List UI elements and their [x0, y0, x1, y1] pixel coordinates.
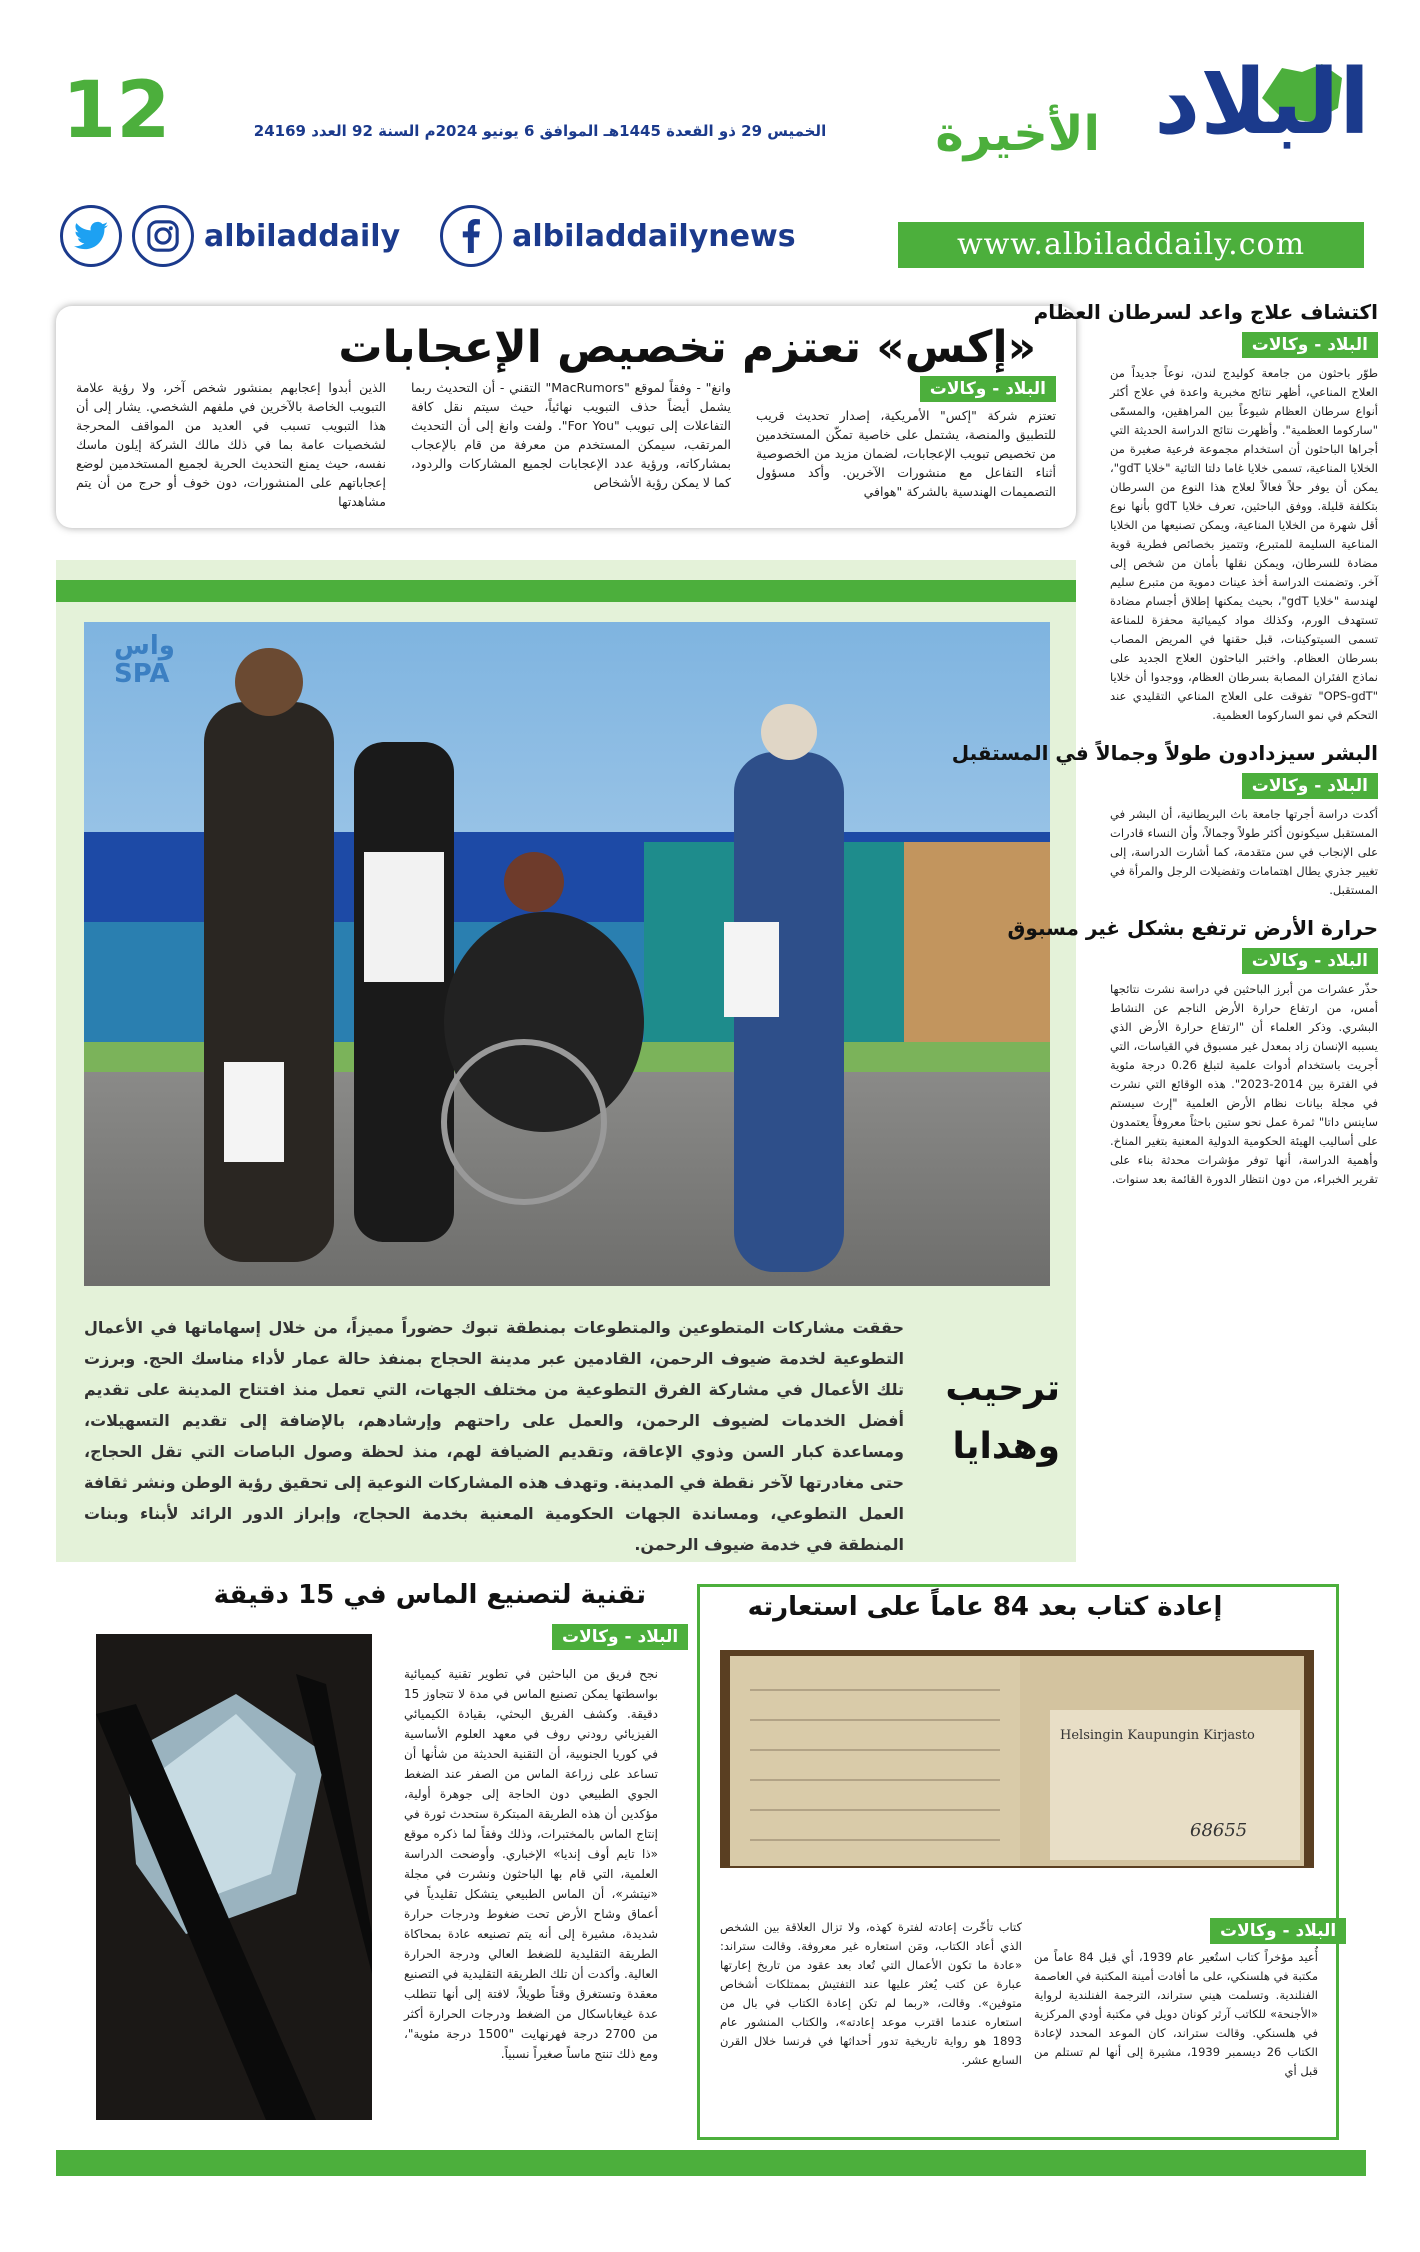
logo-sub: الأخيرة [935, 106, 1100, 162]
book-tag: البلاد - وكالات [1210, 1918, 1346, 1944]
brief-story-3 [1007, 916, 1378, 1189]
dateline: الخميس 29 ذو القعدة 1445هـ الموافق 6 يونيو 2024م السنة 92 العدد 24169 [253, 122, 827, 140]
book-headline: إعادة كتاب بعد 84 عاماً على استعارته [747, 1592, 1223, 1622]
photo-caption-title: ترحيب وهدايا [945, 1368, 1060, 1467]
diamond-tag: البلاد - وكالات [552, 1624, 688, 1650]
brief-headline-3: حرارة الأرض ترتفع بشكل غير مسبوق [1007, 916, 1378, 940]
lead-column-1: تعتزم شركة "إكس" الأمريكية، إصدار تحديث قريب للتطبيق والمنصة، يشتمل على خاصية تمكّن المستخدمين من تخصيص تبويب الإعجابات، لضمان مزيد من الخصوصية أثناء التفاعل مع منشورات الآخرين. وأكد مسؤول التصميمات الهندسية بالشركة "هوافي [756, 408, 1056, 499]
lead-column-2: وانغ" - وفقاً لموقع "MacRumors" التقني - أن التحديث ربما يشمل أيضاً حذف التبويب نهائياً، حيث سيتم نقل كافة التفاعلات إلى تبويب "For You". ولفت وانغ إلى أن التحديث المرتقب، سيمكن المستخدم من معرفة من قام بالإعجاب بمشاركاته، ورؤية عدد الإعجابات لجميع المشاركات والردود، كما لا يمكن رؤية الأشخاص [411, 380, 731, 490]
brief-tag-2: البلاد - وكالات [1242, 773, 1378, 799]
book-text-right: أُعيد مؤخراً كتاب استُعير عام 1939، أي قبل 84 عاماً من مكتبة في هلسنكي، على ما أفادت أمينة المكتبة في العاصمة الفنلندية. وتسلمت هيني ستراند، الترجمة الفنلندية لرواية «الأجنحة» للكاتب آرثر كونان دويل في مكتبة أودي المركزية في هلسنكي. وقالت ستراند، كان الموعد المحدد لإعادة الكتاب 26 ديسمبر 1939، مشيرة إلى أنها لم تستلم من قبل أي [1034, 1950, 1318, 2078]
agency-watermark: واس SPA [114, 631, 175, 689]
social-links [60, 205, 796, 267]
book-number: 68655 [1190, 1820, 1248, 1841]
logo-main: البلاد [1154, 50, 1370, 155]
lead-story [56, 306, 1076, 528]
brief-headline-2: البشر سيزدادون طولاً وجمالاً في المستقبل [951, 741, 1378, 765]
instagram-handle[interactable]: albiladdaily [204, 218, 401, 254]
brief-text-3: حذّر عشرات من أبرز الباحثين في دراسة نشرت نتائجها أمس، من ارتفاع حرارة الأرض الناجم عن النشاط البشري. وذكر العلماء أن "ارتفاع حرارة الأرض الذي يسببه الإنسان زاد بمعدل غير مسبوق في القياسات، التي أجريت باستخدام أدوات علمية لتبلغ 0.26 درجة مئوية في الفترة بين 2014-2023". هذه الوقائع التي نشرت في مجلة بيانات نظام الأرض العلمية "إرث سيستم ساينس داتا" ثمرة عمل نحو ستين باحثاً معروفاً يعتمدون على أساليب الهيئة الحكومية الدولية المعنية بتغير المناخ. وأهمية الدراسة، أنها توفر مؤشرات محدثة بناء على تقرير الخبراء، من دون انتظار الدورة القائمة بعد سنوات. [1110, 982, 1378, 1186]
brief-text-1: طوّر باحثون من جامعة كوليدج لندن، نوعاً جديداً من العلاج المناعي، أظهر نتائج مخبرية واعدة في علاج أكثر أنواع سرطان العظام شيوعاً بين المراهقين، والمسمّى "ساركوما العظمية". وأظهرت نتائج الدراسة الحديثة التي أجراها الباحثون أن استخدام مجموعة فرعية صغيرة من الخلايا المناعية، تسمى خلايا غاما دلتا التائية "خلايا gdT"، يمكن أن يوفر حلاً فعالاً لعلاج هذا النوع من السرطان بتكلفة قليلة. ووفق الباحثين، تعرف خلايا gdT بأنها نوع أقل شهرة من الخلايا المناعية، ويمكن تصنيعها من الخلايا المناعية السليمة للمتبرع، وتتميز بخصائص فطرية قوية مضادة للسرطان، ويمكن نقلها بأمان من شخص إلى آخر. وتضمنت الدراسة أخذ عينات دموية من متبرع سليم لهندسة "خلايا gdT"، بحيث يمكنها إطلاق أجسام مضادة تستهدف الورم، وكذلك مواد كيميائية محفزة للمناعة تسمى السيتوكينات، قبل حقنها في المريض المصاب بسرطان العظام. واختبر الباحثون العلاج الجديد على نماذج الفئران المصابة بسرطان العظام، ووجدوا أن خلايا "OPS-gdT" تفوقت على العلاج المناعي التقليدي عند التحكم في نمو الساركوما العظمية. [1110, 366, 1379, 722]
green-divider [56, 580, 1076, 602]
diamond-headline: تقنية لتصنيع الماس في 15 دقيقة [213, 1580, 646, 1610]
newspaper-logo [900, 50, 1370, 168]
lead-tag: البلاد - وكالات [920, 376, 1056, 402]
page-number: 12 [62, 66, 171, 156]
website-link[interactable]: www.albiladdaily.com [898, 222, 1364, 268]
brief-story-2 [951, 741, 1378, 900]
brief-text-2: أكدت دراسة أجرتها جامعة باث البريطانية، أن البشر في المستقبل سيكونون أكثر طولاً وجمالاً، وأن النساء قادرات على الإنجاب في سن متقدمة، كما أشارت الدراسة، إلى تغيير جذري يطال اهتمامات وتفضيلات الرجل والمرأة في المستقبل. [1110, 807, 1378, 897]
lead-headline: «إكس» تعتزم تخصيص الإعجابات [338, 322, 1036, 373]
library-card-photo [720, 1650, 1314, 1868]
photo-caption: حققت مشاركات المتطوعين والمتطوعات بمنطقة تبوك حضوراً مميزاً، من خلال إسهاماتها في الأعمال التطوعية لخدمة ضيوف الرحمن، القادمين عبر مدينة الحجاج بمنفذ حالة عمار لأداء مناسك الحج. وبرزت تلك الأعمال في مشاركة الفرق التطوعية من مختلف الجهات، التي تعمل منذ افتتاح المدينة على تقديم أفضل الخدمات لضيوف الرحمن، والعمل على راحتهم وإرشادهم، بالإضافة إلى تقديم التسهيلات، ومساعدة كبار السن وذوي الإعاقة، وتقديم الضيافة لهم، منذ لحظة وصول الباصات التي تقل الحجاج، حتى مغادرتها لآخر نقطة في المدينة. وتهدف هذه المشاركات النوعية إلى تحقيق رؤية الوطن ونشر ثقافة العمل التطوعي، ومساندة الجهات الحكومية المعنية بخدمة الحجاج، وإبراز الدور الرائد لأبناء وبنات المنطقة في خدمة ضيوف الرحمن. [84, 1318, 904, 1554]
facebook-handle[interactable]: albiladdailynews [512, 218, 796, 254]
footer-bar [56, 2150, 1366, 2176]
book-frame-top [697, 1584, 1339, 1587]
diamond-photo [96, 1634, 372, 2120]
brief-tag-1: البلاد - وكالات [1242, 332, 1378, 358]
brief-headline-1: اكتشاف علاج واعد لسرطان العظام [1033, 300, 1378, 324]
lead-column-3: الذين أبدوا إعجابهم بمنشور شخص آخر، ولا رؤية علامة التبويب الخاصة بالآخرين في ملفهم الشخصي. يشار إلى أن هذا التبويب تسبب في العديد من المواقف المحرجة لشخصيات عامة بما في ذلك مالك الشركة إيلون ماسك نفسه، حيث يمنع التحديث الحرية لجميع المستخدمين لوضع إعجاباتهم على المنشورات، دون خوف أو حرج من أن يتم مشاهدتها [76, 380, 386, 509]
instagram-icon[interactable] [132, 205, 194, 267]
brief-story-1 [1033, 300, 1379, 725]
book-text-left: كتاب تأخّرت إعادته لفترة كهذه، ولا تزال العلاقة بين الشخص الذي أعاد الكتاب، ومَن استعاره غير معروفة. وقالت ستراند: «عادة ما تكون الأعمال التي تُعاد بعد عقود من تاريخ إعارتها عبارة عن كتب يُعثر عليها عند التفتيش بممتلكات أشخاص متوفين». وقالت، «ربما لم تكن إعادة الكتاب في بال من استعاره عندما اقترب موعد إعادته»، والكتاب المنشور عام 1893 هو رواية تاريخية تدور أحداثها في فرنسا خلال القرن السابع عشر. [720, 1920, 1022, 2067]
library-stamp: Helsingin Kaupungin Kirjasto [1060, 1728, 1255, 1743]
diamond-text: نجح فريق من الباحثين في تطوير تقنية كيميائية بواسطتها يمكن تصنيع الماس في مدة لا تتجاوز 15 دقيقة. وكشف الفريق البحثي، بقيادة الكيميائي الفيزيائي رودني روف في معهد العلوم الأساسية في كوريا الجنوبية، أن التقنية الحديثة من شأنها أن تساعد على زراعة الماس من الصفر عند الضغط الجوي الطبيعي دون الحاجة إلى جوهرة أولية، مؤكدين أن هذه الطريقة المبتكرة ستحدث ثورة في إنتاج الماس بالمختبرات، وذلك وفقاً لما ذكره موقع «ذا تايم أوف إنديا» الإخباري. وأوضحت الدراسة العلمية، التي قام بها الباحثون ونشرت في مجلة «نيتشر»، أن الماس الطبيعي يتشكل تقليدياً في أعماق وشاح الأرض تحت ضغوط ودرجات حرارة شديدة، مشيرة إلى أنه يتم تصنيعه عادة بمحاكاة الطريقة التقليدية للضغط العالي ودرجة الحرارة العالية. وأكدت أن تلك الطريقة التقليدية في التصنيع معقدة وتستغرق وقتاً طويلاً، لافتة إلى أنها تتطلب عدة غيغاباسكال من الضغط ودرجات الحرارة أكثر من 2700 درجة فهرنهايت "1500 درجة مئوية"، ومع ذلك تنتج ماساً صغيراً نسبياً. [404, 1667, 658, 2061]
volunteers-photo [84, 622, 1050, 1286]
facebook-icon[interactable] [440, 205, 502, 267]
book-frame-left [697, 1584, 700, 2140]
twitter-icon[interactable] [60, 205, 122, 267]
brief-tag-3: البلاد - وكالات [1242, 948, 1378, 974]
right-column [951, 300, 1379, 1189]
